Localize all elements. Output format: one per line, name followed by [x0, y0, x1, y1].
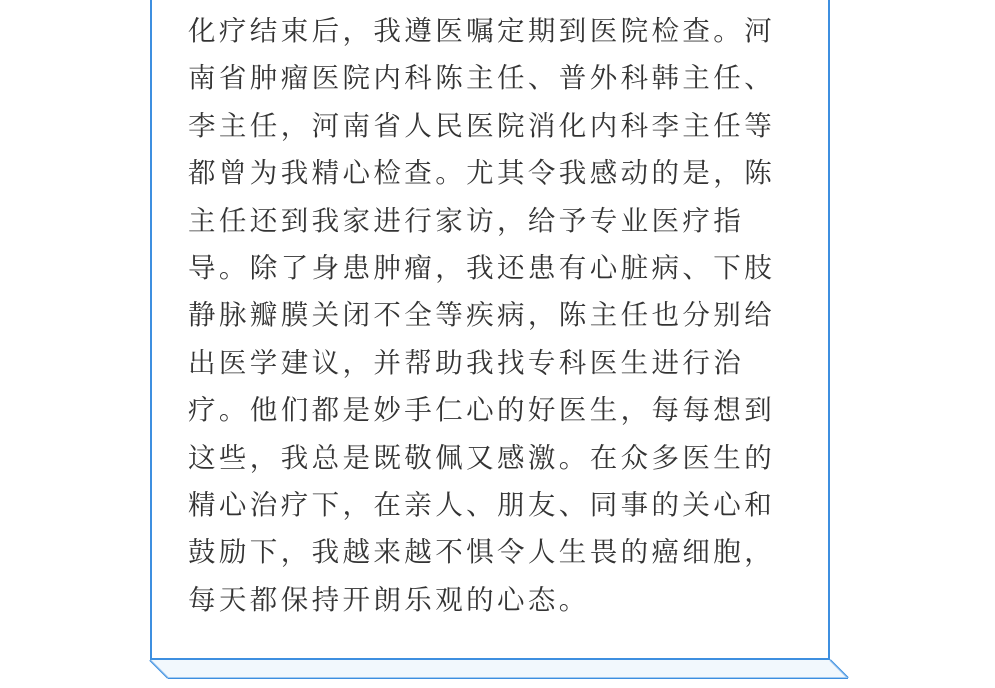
- frame-left-bevel: [150, 660, 168, 678]
- text-line-11: 精心治疗下，在亲人、朋友、同事的关心和: [188, 488, 776, 521]
- text-line-3: 李主任，河南省人民医院消化内科李主任等: [188, 109, 776, 142]
- frame-right-bevel: [830, 660, 848, 678]
- text-line-12: 鼓励下，我越来越不惧令人生畏的癌细胞，: [188, 536, 776, 569]
- text-line-13: 每天都保持开朗乐观的心态。: [188, 583, 590, 616]
- text-line-6: 导。除了身患肿瘤，我还患有心脏病、下肢: [188, 251, 776, 284]
- text-line-2: 南省肿瘤医院内科陈主任、普外科韩主任、: [188, 62, 776, 95]
- text-line-7: 静脉瓣膜关闭不全等疾病，陈主任也分别给: [188, 299, 776, 332]
- text-line-1: 化疗结束后，我遵医嘱定期到医院检查。河: [188, 15, 776, 47]
- text-line-8: 出医学建议，并帮助我找专科医生进行治: [188, 346, 745, 379]
- text-line-9: 疗。他们都是妙手仁心的好医生，每每想到: [188, 394, 776, 427]
- text-line-10: 这些，我总是既敬佩又感激。在众多医生的: [188, 441, 776, 474]
- frame-bottom-fill: [150, 660, 848, 678]
- text-line-4: 都曾为我精心检查。尤其令我感动的是，陈: [188, 157, 776, 190]
- article-paragraph: [188, 8, 798, 624]
- text-line-5: 主任还到我家进行家访，给予专业医疗指: [188, 204, 745, 237]
